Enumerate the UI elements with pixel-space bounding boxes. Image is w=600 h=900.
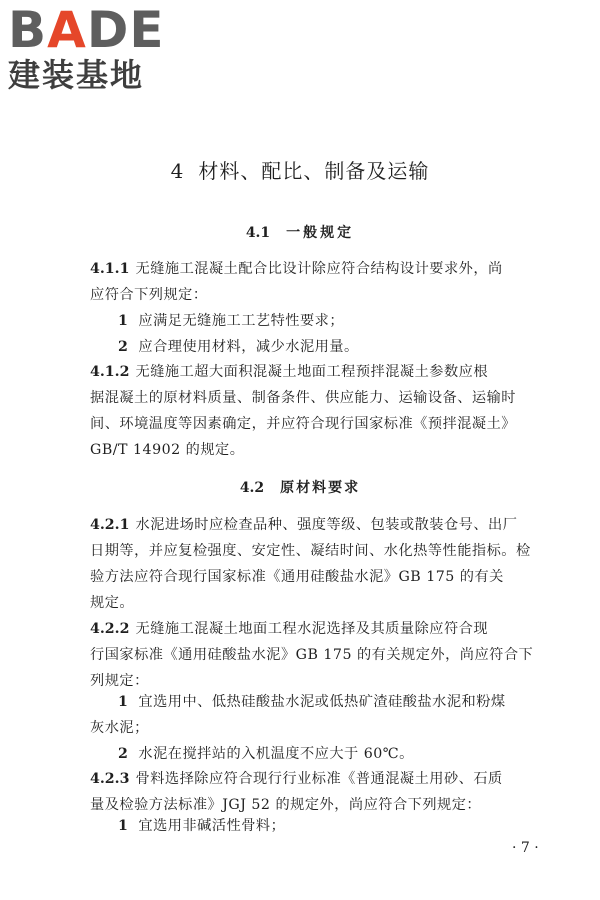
clause-4-2-1-line-3: 验方法应符合现行国家标准《通用硅酸盐水泥》GB 175 的有关 <box>90 569 504 585</box>
chapter-number: 4 <box>170 159 185 183</box>
logo-subtitle: 建装基地 <box>8 56 145 94</box>
clause-number: 4.1.1 <box>90 261 130 277</box>
clause-number: 4.2.2 <box>90 621 130 637</box>
clause-4-2-1-line-1: 4.2.1 水泥进场时应检查品种、强度等级、包装或散装仓号、出厂 <box>90 517 518 533</box>
clause-4-2-1-line-4: 规定。 <box>90 595 135 611</box>
chapter-title: 材料、配比、制备及运输 <box>198 159 430 183</box>
clause-4-1-1-item-2: 2 应合理使用材料，减少水泥用量。 <box>118 339 359 355</box>
clause-4-2-2-line-3: 列规定： <box>90 673 149 689</box>
clause-4-2-2-item-1-line-2: 灰水泥； <box>90 720 149 736</box>
clause-4-2-2-line-2: 行国家标准《通用硅酸盐水泥》GB 175 的有关规定外，尚应符合下 <box>90 647 534 663</box>
clause-4-1-1-item-1: 1 应满足无缝施工工艺特性要求； <box>118 313 345 329</box>
clause-4-2-3-line-1: 4.2.3 骨料选择除应符合现行行业标准《普通混凝土用砂、石质 <box>90 771 503 787</box>
page-number: · 7 · <box>512 840 539 856</box>
chapter-heading <box>0 158 600 184</box>
logo-wordmark: BADE <box>8 1 165 59</box>
clause-4-2-2-item-2: 2 水泥在搅拌站的入机温度不应大于 60℃。 <box>118 746 414 762</box>
clause-number: 4.2.1 <box>90 517 130 533</box>
clause-4-1-1-line-1: 4.1.1 无缝施工混凝土配合比设计除应符合结构设计要求外，尚 <box>90 261 503 277</box>
clause-4-2-2-line-1: 4.2.2 无缝施工混凝土地面工程水泥选择及其质量除应符合现 <box>90 621 489 637</box>
clause-4-1-2-line-4: GB/T 14902 的规定。 <box>90 442 245 458</box>
clause-4-1-2-line-2: 据混凝土的原材料质量、制备条件、供应能力、运输设备、运输时 <box>90 390 516 406</box>
clause-4-2-2-item-1-line-1: 1 宜选用中、低热硅酸盐水泥或低热矿渣硅酸盐水泥和粉煤 <box>118 694 506 710</box>
site-logo <box>8 1 178 94</box>
clause-number: 4.2.3 <box>90 771 130 787</box>
clause-4-2-1-line-2: 日期等，并应复检强度、安定性、凝结时间、水化热等性能指标。检 <box>90 543 531 559</box>
clause-4-1-1-line-2: 应符合下列规定： <box>90 287 208 303</box>
clause-number: 4.1.2 <box>90 364 130 380</box>
clause-4-1-2-line-1: 4.1.2 无缝施工超大面积混凝土地面工程预拌混凝土参数应根 <box>90 364 489 380</box>
clause-4-2-3-item-1: 1 宜选用非碱活性骨料； <box>118 818 286 834</box>
clause-4-1-2-line-3: 间、环境温度等因素确定，并应符合现行国家标准《预拌混凝土》 <box>90 416 516 432</box>
section-heading-4-2: 4.2 原材料要求 <box>239 480 361 496</box>
clause-4-2-3-line-2: 量及检验方法标准》JGJ 52 的规定外，尚应符合下列规定： <box>90 797 482 813</box>
section-heading-4-1: 4.1 一般规定 <box>245 225 355 241</box>
